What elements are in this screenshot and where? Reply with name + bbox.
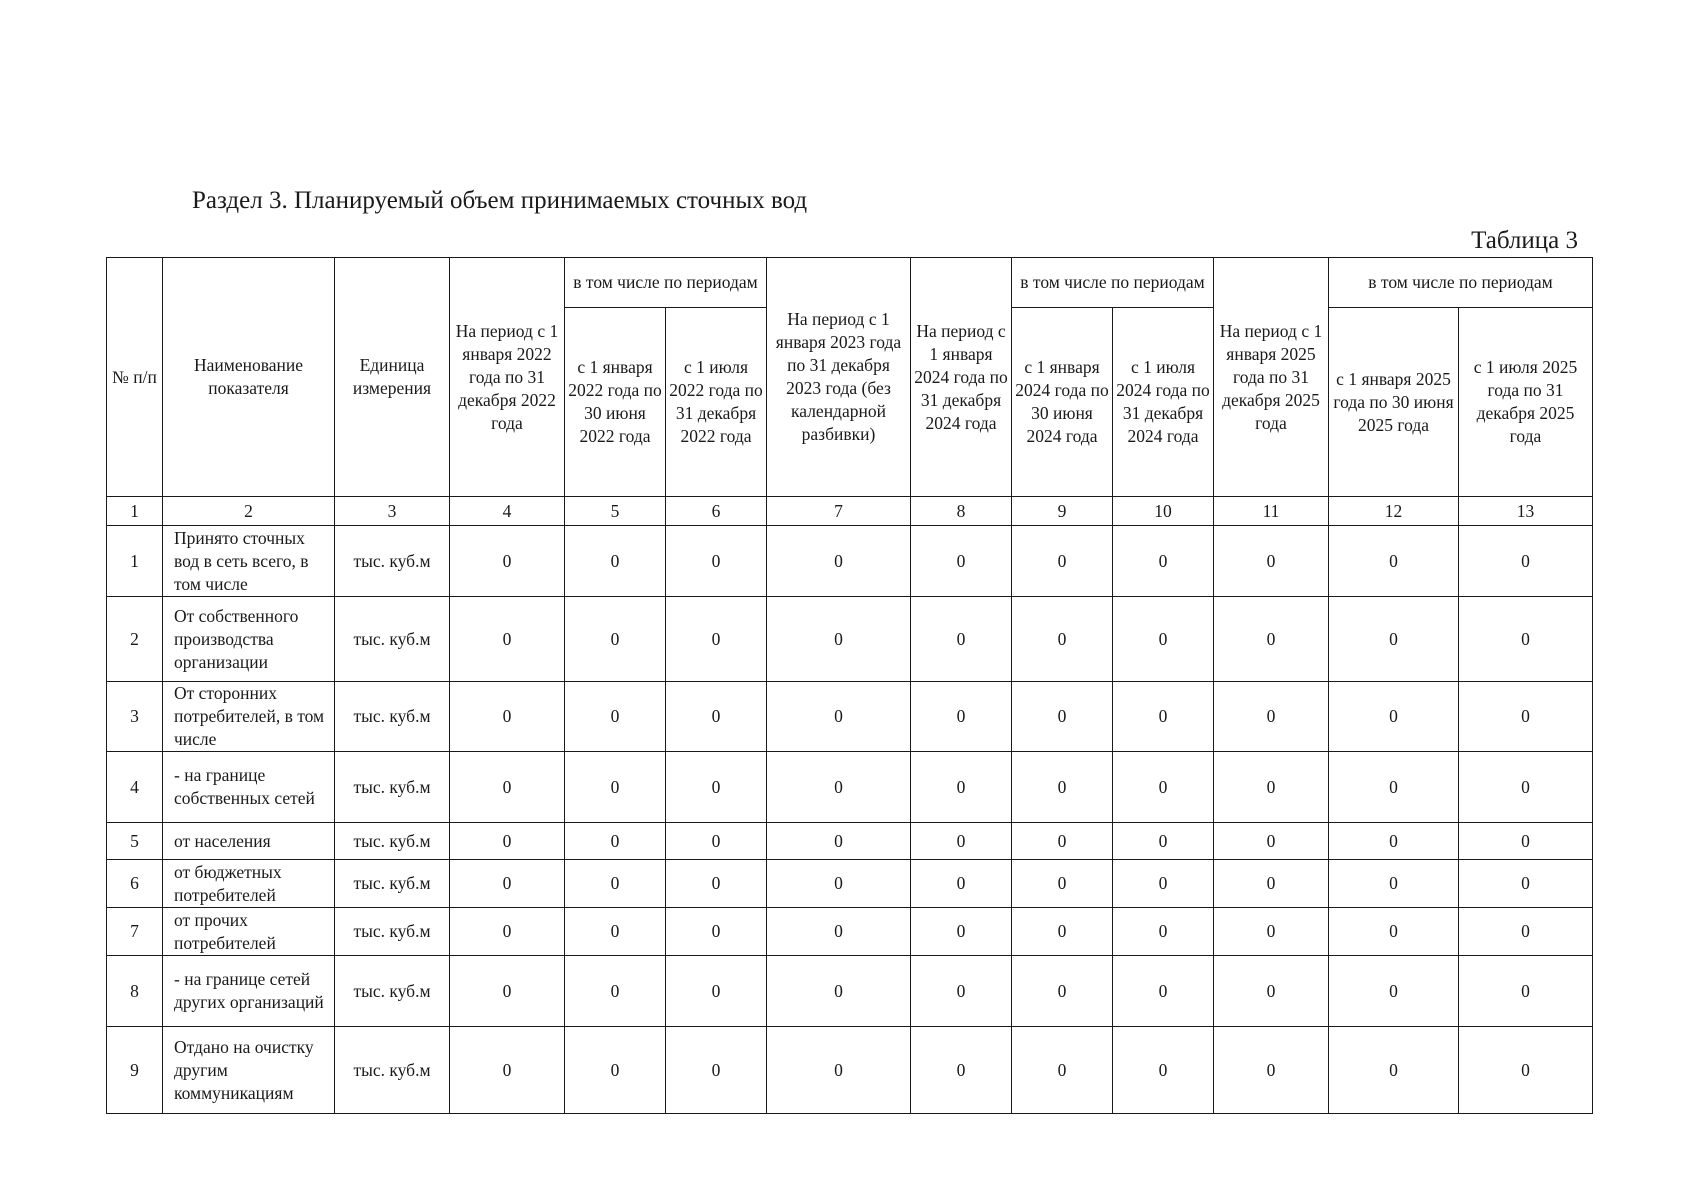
row-value: 0 [1329, 682, 1459, 752]
row-value: 0 [666, 908, 767, 956]
row-value: 0 [1113, 682, 1214, 752]
row-value: 0 [666, 1027, 767, 1114]
table-row [107, 823, 1593, 860]
row-value: 0 [1012, 860, 1113, 908]
header-period-2024-h2: с 1 июля 2024 года по 31 декабря 2024 года [1113, 308, 1214, 497]
row-name: от населения [163, 823, 335, 860]
row-value: 0 [911, 908, 1012, 956]
table-row [107, 682, 1593, 752]
row-value: 0 [450, 526, 565, 597]
row-name: - на границе собственных сетей [163, 752, 335, 823]
row-value: 0 [666, 682, 767, 752]
row-name: Принято сточных вод в сеть всего, в том числе [163, 526, 335, 597]
row-value: 0 [911, 1027, 1012, 1114]
row-value: 0 [1459, 1027, 1593, 1114]
row-value: 0 [767, 1027, 911, 1114]
row-value: 0 [911, 597, 1012, 682]
header-period-2022-h1: с 1 января 2022 года по 30 июня 2022 года [565, 308, 666, 497]
row-value: 0 [450, 1027, 565, 1114]
header-period-2023: На период с 1 января 2023 года по 31 декабря 2023 года (без календарной разбивки) [767, 258, 911, 497]
row-unit: тыс. куб.м [335, 823, 450, 860]
row-value: 0 [450, 956, 565, 1027]
row-value: 0 [666, 526, 767, 597]
column-number: 5 [565, 497, 666, 526]
row-unit: тыс. куб.м [335, 908, 450, 956]
table-row [107, 860, 1593, 908]
row-value: 0 [1012, 597, 1113, 682]
row-value: 0 [1012, 752, 1113, 823]
row-value: 0 [767, 908, 911, 956]
column-number: 10 [1113, 497, 1214, 526]
column-number: 9 [1012, 497, 1113, 526]
row-value: 0 [450, 752, 565, 823]
row-value: 0 [450, 682, 565, 752]
row-value: 0 [450, 597, 565, 682]
row-unit: тыс. куб.м [335, 526, 450, 597]
row-name: от бюджетных потребителей [163, 860, 335, 908]
header-period-2025-h2: с 1 июля 2025 года по 31 декабря 2025 года [1459, 308, 1593, 497]
table-label: Таблица 3 [1471, 227, 1578, 254]
row-value: 0 [911, 956, 1012, 1027]
row-name: От собственного производства организации [163, 597, 335, 682]
row-value: 0 [1329, 597, 1459, 682]
row-number: 2 [107, 597, 163, 682]
row-value: 0 [911, 526, 1012, 597]
column-number: 7 [767, 497, 911, 526]
row-value: 0 [1329, 860, 1459, 908]
header-period-2024-h1: с 1 января 2024 года по 30 июня 2024 года [1012, 308, 1113, 497]
column-number: 12 [1329, 497, 1459, 526]
row-value: 0 [767, 526, 911, 597]
row-value: 0 [1214, 908, 1329, 956]
header-group-2025: в том числе по периодам [1329, 258, 1593, 308]
column-number: 13 [1459, 497, 1593, 526]
column-number: 8 [911, 497, 1012, 526]
header-name: Наименование показателя [163, 258, 335, 497]
row-value: 0 [1113, 1027, 1214, 1114]
row-value: 0 [767, 752, 911, 823]
column-number: 11 [1214, 497, 1329, 526]
row-value: 0 [1459, 682, 1593, 752]
table-row [107, 956, 1593, 1027]
header-period-2022-h2: с 1 июля 2022 года по 31 декабря 2022 года [666, 308, 767, 497]
row-value: 0 [1329, 823, 1459, 860]
table-row [107, 1027, 1593, 1114]
row-value: 0 [1459, 752, 1593, 823]
row-value: 0 [1113, 597, 1214, 682]
column-number: 2 [163, 497, 335, 526]
header-period-2025-h1: с 1 января 2025 года по 30 июня 2025 года [1329, 308, 1459, 497]
row-value: 0 [565, 752, 666, 823]
row-value: 0 [450, 860, 565, 908]
row-value: 0 [565, 682, 666, 752]
row-value: 0 [1459, 956, 1593, 1027]
row-value: 0 [1329, 526, 1459, 597]
row-value: 0 [666, 956, 767, 1027]
row-value: 0 [1459, 908, 1593, 956]
row-unit: тыс. куб.м [335, 1027, 450, 1114]
row-number: 9 [107, 1027, 163, 1114]
row-value: 0 [1329, 1027, 1459, 1114]
row-value: 0 [666, 752, 767, 823]
row-value: 0 [450, 823, 565, 860]
row-value: 0 [1113, 860, 1214, 908]
row-value: 0 [767, 956, 911, 1027]
row-value: 0 [1214, 752, 1329, 823]
row-value: 0 [1012, 956, 1113, 1027]
row-value: 0 [1459, 860, 1593, 908]
header-group-2022: в том числе по периодам [565, 258, 767, 308]
header-num: № п/п [107, 258, 163, 497]
row-value: 0 [911, 823, 1012, 860]
header-unit: Единица измерения [335, 258, 450, 497]
table-row [107, 908, 1593, 956]
row-value: 0 [1012, 1027, 1113, 1114]
header-period-2024: На период с 1 января 2024 года по 31 декабря 2024 года [911, 258, 1012, 497]
table-body [107, 526, 1593, 1114]
row-value: 0 [1113, 908, 1214, 956]
column-number-row [107, 497, 1593, 526]
row-name: от прочих потребителей [163, 908, 335, 956]
row-value: 0 [911, 860, 1012, 908]
row-value: 0 [565, 823, 666, 860]
column-number: 6 [666, 497, 767, 526]
row-value: 0 [1214, 682, 1329, 752]
row-name: - на границе сетей других организаций [163, 956, 335, 1027]
table-row [107, 752, 1593, 823]
row-value: 0 [1214, 526, 1329, 597]
row-number: 1 [107, 526, 163, 597]
row-unit: тыс. куб.м [335, 752, 450, 823]
row-value: 0 [1113, 752, 1214, 823]
row-value: 0 [767, 823, 911, 860]
row-value: 0 [565, 526, 666, 597]
row-value: 0 [767, 682, 911, 752]
row-unit: тыс. куб.м [335, 597, 450, 682]
row-value: 0 [911, 752, 1012, 823]
data-table [106, 257, 1593, 1114]
row-value: 0 [1459, 526, 1593, 597]
row-value: 0 [565, 1027, 666, 1114]
row-value: 0 [1012, 908, 1113, 956]
column-number: 3 [335, 497, 450, 526]
row-name: От сторонних потребителей, в том числе [163, 682, 335, 752]
row-value: 0 [1329, 908, 1459, 956]
row-value: 0 [565, 908, 666, 956]
row-value: 0 [1012, 526, 1113, 597]
row-number: 3 [107, 682, 163, 752]
row-value: 0 [1214, 1027, 1329, 1114]
row-number: 8 [107, 956, 163, 1027]
row-value: 0 [1214, 956, 1329, 1027]
row-value: 0 [767, 860, 911, 908]
row-unit: тыс. куб.м [335, 682, 450, 752]
row-name: Отдано на очистку другим коммуникациям [163, 1027, 335, 1114]
row-value: 0 [1113, 956, 1214, 1027]
row-value: 0 [911, 682, 1012, 752]
row-unit: тыс. куб.м [335, 956, 450, 1027]
row-value: 0 [1214, 823, 1329, 860]
table-row [107, 526, 1593, 597]
column-number: 1 [107, 497, 163, 526]
row-value: 0 [565, 597, 666, 682]
table-row [107, 597, 1593, 682]
row-value: 0 [1329, 752, 1459, 823]
row-number: 5 [107, 823, 163, 860]
row-value: 0 [1214, 860, 1329, 908]
row-value: 0 [1459, 597, 1593, 682]
row-value: 0 [1329, 956, 1459, 1027]
row-value: 0 [565, 956, 666, 1027]
row-unit: тыс. куб.м [335, 860, 450, 908]
row-number: 7 [107, 908, 163, 956]
row-value: 0 [450, 908, 565, 956]
row-number: 4 [107, 752, 163, 823]
row-value: 0 [666, 860, 767, 908]
page-title: Раздел 3. Планируемый объем принимаемых сточных вод [192, 187, 808, 214]
row-value: 0 [666, 823, 767, 860]
row-number: 6 [107, 860, 163, 908]
row-value: 0 [1459, 823, 1593, 860]
row-value: 0 [666, 597, 767, 682]
row-value: 0 [1214, 597, 1329, 682]
header-group-2024: в том числе по периодам [1012, 258, 1214, 308]
row-value: 0 [1113, 526, 1214, 597]
header-period-2025: На период с 1 января 2025 года по 31 декабря 2025 года [1214, 258, 1329, 497]
row-value: 0 [565, 860, 666, 908]
row-value: 0 [767, 597, 911, 682]
header-period-2022: На период с 1 января 2022 года по 31 декабря 2022 года [450, 258, 565, 497]
row-value: 0 [1012, 823, 1113, 860]
row-value: 0 [1012, 682, 1113, 752]
column-number: 4 [450, 497, 565, 526]
row-value: 0 [1113, 823, 1214, 860]
